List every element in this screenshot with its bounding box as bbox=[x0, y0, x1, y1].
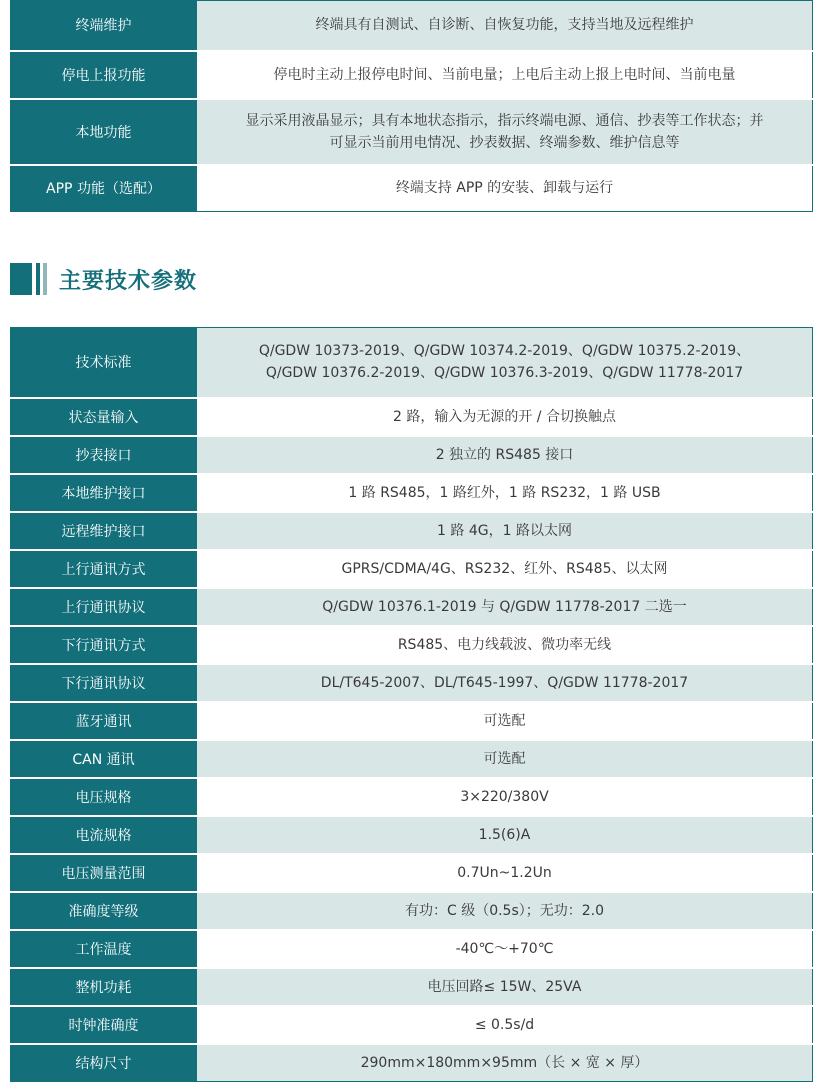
table-row bbox=[11, 664, 813, 702]
row-value: 有功：C 级（0.5s）；无功：2.0 bbox=[197, 892, 813, 930]
spec-table bbox=[10, 327, 813, 1082]
table-row bbox=[11, 512, 813, 550]
table-row bbox=[11, 588, 813, 626]
table-row bbox=[11, 328, 813, 398]
row-value: DL/T645-2007、DL/T645-1997、Q/GDW 11778-2017 bbox=[197, 664, 813, 702]
row-value: 可选配 bbox=[197, 702, 813, 740]
table-row bbox=[11, 1006, 813, 1044]
row-key: 本地功能 bbox=[11, 99, 197, 165]
row-value: 1.5(6)A bbox=[197, 816, 813, 854]
row-key: 结构尺寸 bbox=[11, 1044, 197, 1082]
row-key: 准确度等级 bbox=[11, 892, 197, 930]
row-key: 终端维护 bbox=[11, 1, 197, 51]
row-key: 下行通讯方式 bbox=[11, 626, 197, 664]
row-key: 整机功耗 bbox=[11, 968, 197, 1006]
row-value bbox=[197, 99, 813, 165]
row-key: 上行通讯方式 bbox=[11, 550, 197, 588]
table-row bbox=[11, 550, 813, 588]
row-value-line: Q/GDW 10376.2-2019、Q/GDW 10376.3-2019、Q/GDW 11778-2017 bbox=[265, 365, 744, 382]
section-title: 主要技术参数 bbox=[59, 268, 198, 294]
row-value bbox=[197, 328, 813, 398]
table-row bbox=[11, 892, 813, 930]
row-value-line: Q/GDW 10373-2019、Q/GDW 10374.2-2019、Q/GDW 10375.2-2019、 bbox=[258, 343, 751, 360]
table-row bbox=[11, 474, 813, 512]
table-row bbox=[11, 165, 813, 212]
title-bars-icon bbox=[10, 262, 47, 296]
row-key: APP 功能（选配） bbox=[11, 165, 197, 212]
table-row bbox=[11, 702, 813, 740]
row-key: 工作温度 bbox=[11, 930, 197, 968]
row-key: 状态量输入 bbox=[11, 398, 197, 436]
row-key: 蓝牙通讯 bbox=[11, 702, 197, 740]
row-key: CAN 通讯 bbox=[11, 740, 197, 778]
row-value: GPRS/CDMA/4G、RS232、红外、RS485、以太网 bbox=[197, 550, 813, 588]
row-key: 抄表接口 bbox=[11, 436, 197, 474]
table-row bbox=[11, 740, 813, 778]
row-key: 技术标准 bbox=[11, 328, 197, 398]
section-heading bbox=[10, 262, 197, 296]
row-value: 终端具有自测试、自诊断、自恢复功能，支持当地及远程维护 bbox=[197, 1, 813, 51]
table-row bbox=[11, 99, 813, 165]
function-table bbox=[10, 0, 813, 212]
table-row bbox=[11, 854, 813, 892]
row-key: 下行通讯协议 bbox=[11, 664, 197, 702]
row-key: 远程维护接口 bbox=[11, 512, 197, 550]
row-key: 上行通讯协议 bbox=[11, 588, 197, 626]
row-key: 本地维护接口 bbox=[11, 474, 197, 512]
table-row bbox=[11, 930, 813, 968]
row-key: 电压测量范围 bbox=[11, 854, 197, 892]
row-value: 3×220/380V bbox=[197, 778, 813, 816]
table-row bbox=[11, 968, 813, 1006]
row-value: -40℃～+70℃ bbox=[197, 930, 813, 968]
row-value: 2 独立的 RS485 接口 bbox=[197, 436, 813, 474]
table-row bbox=[11, 51, 813, 99]
table-row bbox=[11, 398, 813, 436]
row-key: 停电上报功能 bbox=[11, 51, 197, 99]
row-value: 1 路 4G，1 路以太网 bbox=[197, 512, 813, 550]
table-row bbox=[11, 626, 813, 664]
table-row bbox=[11, 436, 813, 474]
row-value: 终端支持 APP 的安装、卸载与运行 bbox=[197, 165, 813, 212]
row-value: RS485、电力线载波、微功率无线 bbox=[197, 626, 813, 664]
row-value-line: 可显示当前用电情况、抄表数据、终端参数、维护信息等 bbox=[329, 134, 680, 151]
table-row bbox=[11, 816, 813, 854]
row-value-line: 显示采用液晶显示；具有本地状态指示，指示终端电源、通信、抄表等工作状态；并 bbox=[245, 112, 764, 129]
row-value: 可选配 bbox=[197, 740, 813, 778]
row-value: 0.7Un~1.2Un bbox=[197, 854, 813, 892]
row-value: 2 路，输入为无源的开 / 合切换触点 bbox=[197, 398, 813, 436]
row-value: Q/GDW 10376.1-2019 与 Q/GDW 11778-2017 二选一 bbox=[197, 588, 813, 626]
table-row bbox=[11, 1, 813, 51]
row-key: 时钟准确度 bbox=[11, 1006, 197, 1044]
table-row bbox=[11, 1044, 813, 1082]
row-key: 电压规格 bbox=[11, 778, 197, 816]
row-value: 1 路 RS485，1 路红外，1 路 RS232，1 路 USB bbox=[197, 474, 813, 512]
row-value: ≤ 0.5s/d bbox=[197, 1006, 813, 1044]
row-value: 停电时主动上报停电时间、当前电量；上电后主动上报上电时间、当前电量 bbox=[197, 51, 813, 99]
row-key: 电流规格 bbox=[11, 816, 197, 854]
row-value: 电压回路≤ 15W、25VA bbox=[197, 968, 813, 1006]
table-row bbox=[11, 778, 813, 816]
row-value: 290mm×180mm×95mm（长 × 宽 × 厚） bbox=[197, 1044, 813, 1082]
